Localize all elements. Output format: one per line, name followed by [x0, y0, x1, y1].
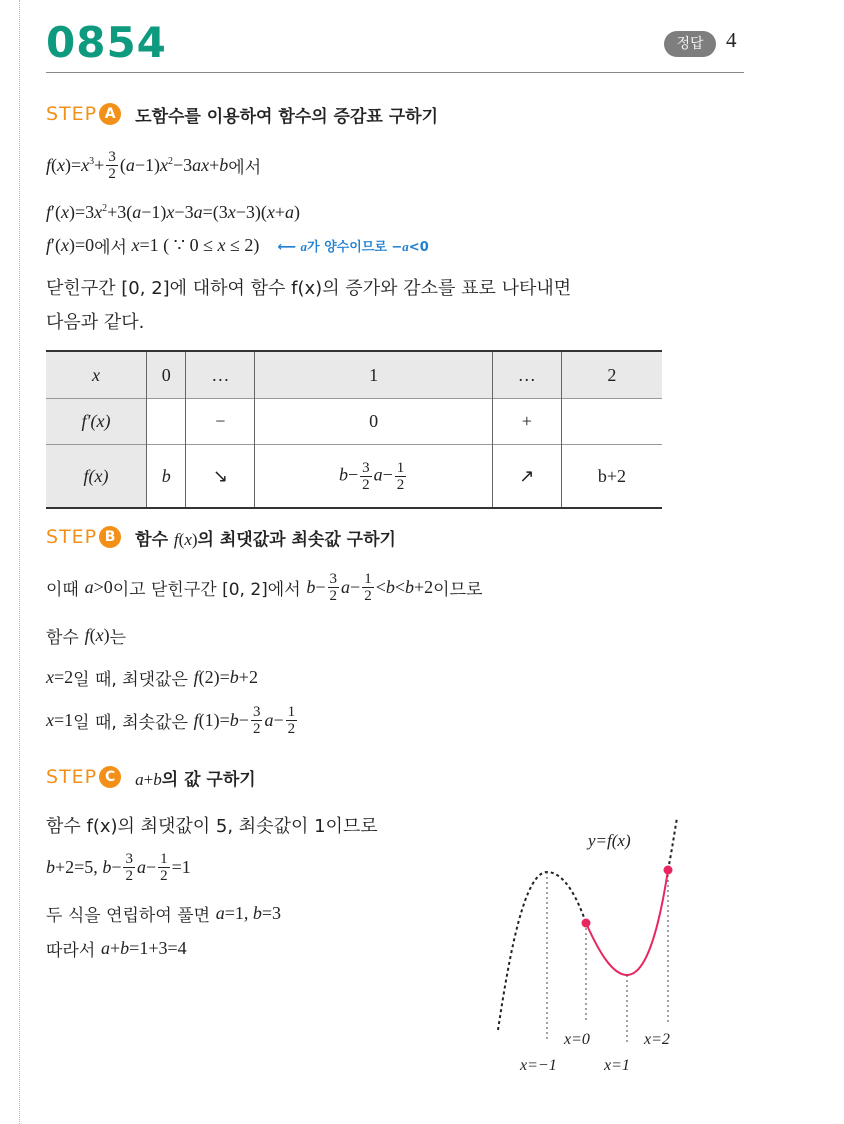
table-cell: … — [492, 351, 561, 399]
label-x2: x=2 — [644, 1031, 670, 1048]
step-title: 함수 f(x)의 최댓값과 최솟값 구하기 — [135, 529, 396, 550]
curve-dashed-tail — [668, 818, 677, 870]
label-x1: x=1 — [604, 1057, 630, 1074]
text-table-intro-2: 다음과 같다. — [46, 312, 145, 333]
eq-fprime: $f'(x)=3x^2+3(a-1)x-3a=(3x-3)(x+a)$ — [46, 201, 301, 222]
step-letter-badge: B — [99, 526, 121, 548]
table-row — [46, 399, 662, 445]
margin-dotted-line — [19, 0, 20, 1124]
text-c-solve: 두 식을 연립하여 풀면 a=1, b=3 — [46, 902, 282, 926]
table-cell: ↘ — [186, 445, 255, 509]
table-cell: … — [186, 351, 255, 399]
problem-number: 0854 — [46, 18, 167, 67]
curve-solid-part — [586, 870, 668, 975]
cubic-graph — [480, 800, 720, 1090]
table-cell: f(x) — [46, 445, 147, 509]
table-cell: 1 — [255, 351, 492, 399]
text-c-line1: 함수 f(x)의 최댓값이 5, 최솟값이 1이므로 — [46, 816, 378, 837]
eq-critical: f′(x)=0 에서 x=1 ( ∵ 0 ≤ x ≤ 2) ⟵ a가 양수이므로 −a<0 — [46, 234, 429, 258]
side-note: ⟵ a가 양수이므로 −a<0 — [277, 238, 429, 255]
eq-critical-tail: 에서 — [94, 237, 127, 258]
table-cell: ↗ — [492, 445, 561, 509]
label-x0: x=0 — [564, 1031, 590, 1048]
step-b-heading — [46, 523, 396, 551]
header-rule — [46, 72, 744, 73]
answer-value: 4 — [726, 28, 737, 52]
table-cell: b+2 — [561, 445, 662, 509]
table-cell: b — [147, 445, 186, 509]
table-cell — [561, 399, 662, 445]
step-c-heading — [46, 763, 256, 791]
text-b-max: x=2 일 때, 최댓값은 f(2)=b+2 — [46, 666, 258, 690]
step-letter-badge: C — [99, 766, 121, 788]
label-x-minus1: x=−1 — [520, 1057, 557, 1074]
step-a-heading — [46, 100, 438, 128]
step-word: STEP — [46, 766, 98, 788]
variation-table — [46, 350, 662, 509]
answer-badge: 정답 — [664, 31, 716, 57]
step-word: STEP — [46, 103, 98, 125]
point-x2 — [664, 866, 673, 875]
table-cell: + — [492, 399, 561, 445]
table-cell: x — [46, 351, 147, 399]
eq-fx: $f(x)=x^3+$ $\frac{3}{2}$ $(a-1)x^2-3ax+b$ 에서 — [46, 148, 262, 182]
text-b-min: x=1 일 때, 최솟값은 f(1)=b− $\frac{3}{2}$ a − $\frac{1}{2}$ — [46, 703, 296, 737]
step-title: 도함수를 이용하여 함수의 증감표 구하기 — [135, 106, 438, 127]
step-letter-badge: A — [99, 103, 121, 125]
step-title: a+b의 값 구하기 — [135, 769, 256, 790]
table-cell-min-value: b− $\frac{3}{2}$ a− $\frac{1}{2}$ — [255, 445, 492, 509]
point-x0 — [582, 919, 591, 928]
table-cell: 0 — [255, 399, 492, 445]
text-c-eqs: b+2=5, b− $\frac{3}{2}$ a − $\frac{1}{2}$ =1 — [46, 850, 191, 884]
eq-fx-tail: 에서 — [228, 157, 262, 178]
table-row — [46, 351, 662, 399]
table-cell: f′(x) — [46, 399, 147, 445]
step-word: STEP — [46, 526, 98, 548]
text-table-intro-1: 닫힌구간 [0, 2]에 대하여 함수 f(x)의 증가와 감소를 표로 나타내면 — [46, 278, 572, 299]
text-b-line1: 이때 a>0 이고 닫힌구간 [0, 2]에서 b− $\frac{3}{2}$ a − $\frac{1}{2}$ <b<b+2 이므로 — [46, 570, 483, 604]
table-row — [46, 445, 662, 509]
table-cell: 0 — [147, 351, 186, 399]
curve-label: y=f(x) — [588, 831, 631, 850]
table-cell: 2 — [561, 351, 662, 399]
table-cell: − — [186, 399, 255, 445]
text-b-line2: 함수 f(x) 는 — [46, 624, 127, 648]
table-cell — [147, 399, 186, 445]
curve-dashed-part — [498, 872, 586, 1030]
text-c-result: 따라서 a+b=1+3=4 — [46, 937, 187, 961]
